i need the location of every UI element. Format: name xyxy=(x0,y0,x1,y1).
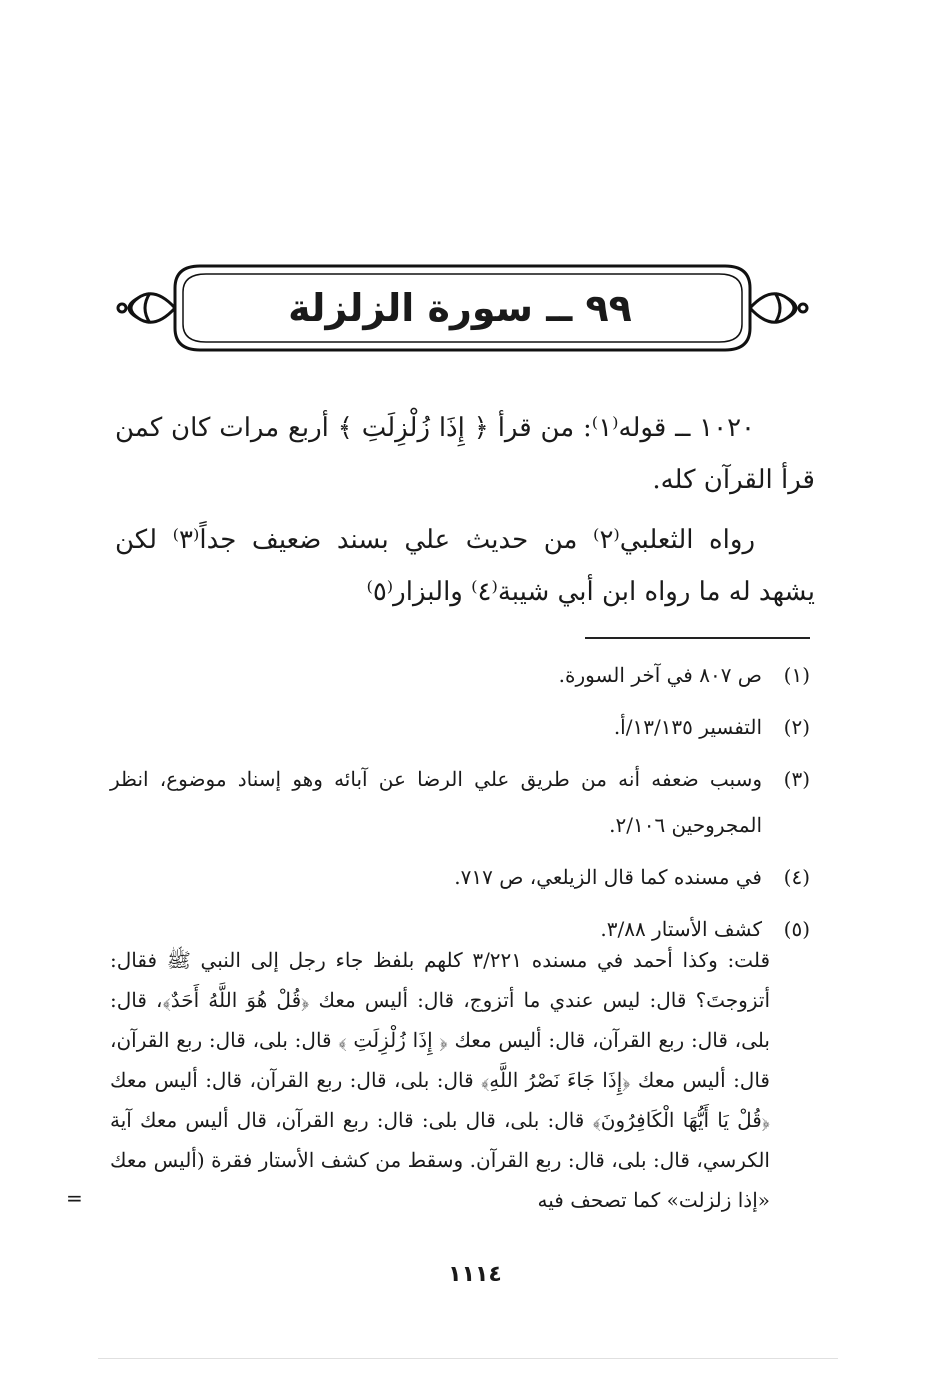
footnote-1 xyxy=(110,652,810,698)
footnote-text: ص ٨٠٧ في آخر السورة. xyxy=(558,663,762,687)
footnote-text: في مسنده كما قال الزيلعي، ص ٧١٧. xyxy=(454,865,762,889)
bottom-rule xyxy=(98,1358,838,1359)
footnote-text: التفسير ١٣/١٣٥/أ. xyxy=(613,715,762,739)
footnote-3 xyxy=(110,756,810,848)
main-paragraph-1 xyxy=(115,402,815,506)
hadith-1020-takhrij: رواه الثعلبي⁽٢⁾ من حديث علي بسند ضعيف جداً⁽٣⁾ لكن يشهد له ما رواه ابن أبي شيبة⁽٤⁾ والبزار⁽٥⁾ xyxy=(115,525,815,607)
main-paragraph-2 xyxy=(115,514,815,618)
surah-title: ٩٩ ــ سورة الزلزلة xyxy=(288,286,632,330)
footnote-4 xyxy=(110,854,810,900)
footnote-number: (٤) xyxy=(783,865,810,889)
footnote-5-commentary xyxy=(110,940,770,1220)
footnote-divider xyxy=(585,637,810,639)
commentary-text: قلت: وكذا أحمد في مسنده ٣/٢٢١ كلهم بلفظ جاء رجل إلى النبي ﷺ فقال: أتزوجتَ؟ قال: ليس عندي ما أتزوج، قال: أليس معك ﴿قُلْ هُوَ اللَّهُ أَحَدٌ﴾، قال: بلى، قال: ربع القرآن، قال: أليس معك ﴿ إِذَا زُلْزِلَتِ ﴾ قال: بلى، قال: ربع القرآن، قال: أليس معك ﴿إِذَا جَاءَ نَصْرُ اللَّهِ﴾ قال: بلى، قال: ربع القرآن، قال: أليس معك ﴿قُلْ يَا أَيُّهَا الْكَافِرُونَ﴾ قال: بلى، قال بلى: قال: ربع القرآن، قال أليس معك آية الكرسي، قال: بلى، قال: ربع القرآن. وسقط من كشف الأستار فقرة (أليس معك «إذا زلزلت» كما تصحف فيه xyxy=(110,948,771,1212)
footnote-text: كشف الأستار ٣/٨٨. xyxy=(600,917,762,941)
footnote-number: (٢) xyxy=(783,715,810,739)
page-number: ١١١٤ xyxy=(448,1262,502,1287)
hadith-1020-text: ١٠٢٠ ــ قوله⁽١⁾: من قرأ ﴿ إِذَا زُلْزِلَتِ ﴾ أربع مرات كان كمن قرأ القرآن كله. xyxy=(115,413,815,495)
continued-mark: = xyxy=(66,1186,83,1210)
footnote-text: وسبب ضعفه أنه من طريق علي الرضا عن آبائه وهو إسناد موضوع، انظر المجروحين ٢/١٠٦. xyxy=(110,767,762,837)
footnote-number: (٣) xyxy=(783,767,810,791)
footnote-2 xyxy=(110,704,810,750)
footnote-number: (١) xyxy=(783,663,810,687)
footnote-number: (٥) xyxy=(783,917,810,941)
footnotes xyxy=(110,652,810,952)
